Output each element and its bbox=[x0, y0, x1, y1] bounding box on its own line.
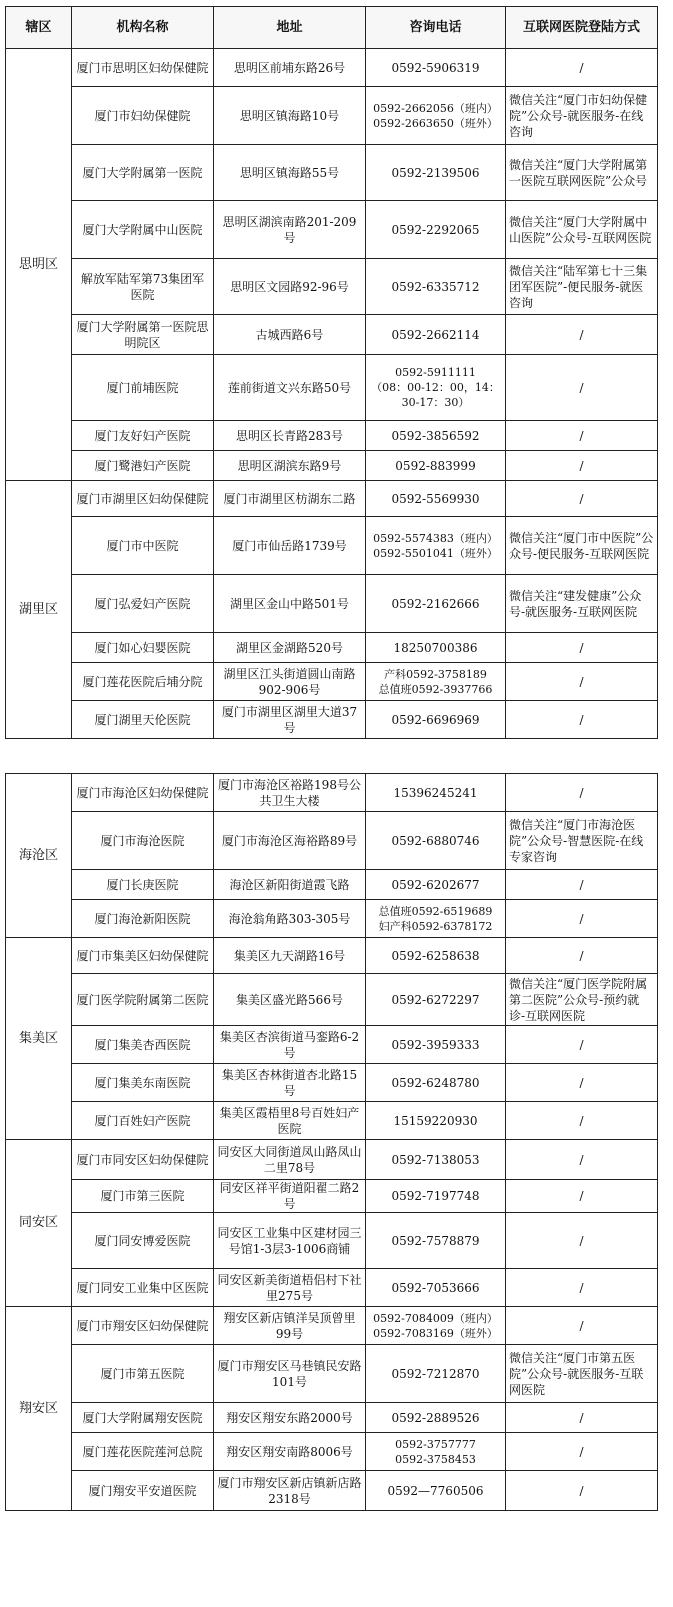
address-cell: 翔安区翔安东路2000号 bbox=[214, 1403, 366, 1433]
institution-name-cell: 厦门莲花医院莲河总院 bbox=[72, 1433, 214, 1471]
phone-cell: 18250700386 bbox=[366, 633, 506, 663]
address-cell: 古城西路6号 bbox=[214, 315, 366, 355]
address-cell: 湖里区江头街道圆山南路902-906号 bbox=[214, 663, 366, 701]
online-method-cell: / bbox=[506, 1180, 658, 1213]
online-method-cell: / bbox=[506, 1269, 658, 1307]
address-cell: 翔安区新店镇洋吴顶曾里99号 bbox=[214, 1307, 366, 1345]
table-row bbox=[6, 774, 658, 812]
district-cell: 翔安区 bbox=[6, 1307, 72, 1511]
table-row bbox=[6, 1213, 658, 1269]
institution-name-cell: 厦门湖里天伦医院 bbox=[72, 701, 214, 739]
institution-name-cell: 厦门友好妇产医院 bbox=[72, 421, 214, 451]
address-cell: 集美区霞梧里8号百姓妇产医院 bbox=[214, 1102, 366, 1140]
phone-cell: 0592-2162666 bbox=[366, 575, 506, 633]
table-row bbox=[6, 1433, 658, 1471]
table-row bbox=[6, 1140, 658, 1180]
district-cell: 集美区 bbox=[6, 938, 72, 1140]
institution-name-cell: 厦门市海沧医院 bbox=[72, 812, 214, 870]
phone-cell: 产科0592-3758189 总值班0592-3937766 bbox=[366, 663, 506, 701]
phone-cell: 0592-5906319 bbox=[366, 49, 506, 87]
online-method-cell: / bbox=[506, 938, 658, 974]
address-cell: 翔安区翔安南路8006号 bbox=[214, 1433, 366, 1471]
table-row bbox=[6, 575, 658, 633]
phone-cell: 0592-2889526 bbox=[366, 1403, 506, 1433]
address-cell: 思明区镇海路10号 bbox=[214, 87, 366, 145]
address-cell: 海沧区新阳街道霞飞路 bbox=[214, 870, 366, 900]
table-row bbox=[6, 315, 658, 355]
institution-name-cell: 厦门医学院附属第二医院 bbox=[72, 974, 214, 1026]
institution-name-cell: 厦门大学附属第一医院 bbox=[72, 145, 214, 201]
table-row bbox=[6, 900, 658, 938]
online-method-cell: 微信关注“厦门市第五医院”公众号-就医服务-互联网医院 bbox=[506, 1345, 658, 1403]
online-method-cell: / bbox=[506, 900, 658, 938]
phone-cell: 15396245241 bbox=[366, 774, 506, 812]
institution-name-cell: 厦门弘爱妇产医院 bbox=[72, 575, 214, 633]
online-method-cell: / bbox=[506, 451, 658, 481]
header-online-method: 互联网医院登陆方式 bbox=[506, 7, 658, 49]
table-row bbox=[6, 974, 658, 1026]
online-method-cell: / bbox=[506, 49, 658, 87]
online-method-cell: / bbox=[506, 1403, 658, 1433]
table-row bbox=[6, 145, 658, 201]
table-row bbox=[6, 633, 658, 663]
online-method-cell: / bbox=[506, 1140, 658, 1180]
address-cell: 思明区长青路283号 bbox=[214, 421, 366, 451]
phone-cell: 0592-3959333 bbox=[366, 1026, 506, 1064]
table-row bbox=[6, 938, 658, 974]
address-cell: 同安区工业集中区建材园三号馆1-3层3-1006商铺 bbox=[214, 1213, 366, 1269]
phone-cell: 0592-883999 bbox=[366, 451, 506, 481]
table-row bbox=[6, 451, 658, 481]
phone-cell: 0592-3856592 bbox=[366, 421, 506, 451]
table-row bbox=[6, 1269, 658, 1307]
table-row bbox=[6, 1471, 658, 1511]
online-method-cell: 微信关注“厦门大学附属第一医院互联网医院”公众号 bbox=[506, 145, 658, 201]
header-phone: 咨询电话 bbox=[366, 7, 506, 49]
address-cell: 同安区祥平街道阳翟二路2号 bbox=[214, 1180, 366, 1213]
hospital-table-part-2 bbox=[5, 773, 658, 1511]
header-name: 机构名称 bbox=[72, 7, 214, 49]
institution-name-cell: 厦门市集美区妇幼保健院 bbox=[72, 938, 214, 974]
phone-cell: 0592-6258638 bbox=[366, 938, 506, 974]
district-cell: 思明区 bbox=[6, 49, 72, 481]
address-cell: 集美区盛光路566号 bbox=[214, 974, 366, 1026]
address-cell: 厦门市海沧区海裕路89号 bbox=[214, 812, 366, 870]
online-method-cell: / bbox=[506, 701, 658, 739]
header-district: 辖区 bbox=[6, 7, 72, 49]
header-address: 地址 bbox=[214, 7, 366, 49]
phone-cell: 0592-2662114 bbox=[366, 315, 506, 355]
table-row bbox=[6, 1102, 658, 1140]
phone-cell: 0592-2292065 bbox=[366, 201, 506, 259]
address-cell: 思明区前埔东路26号 bbox=[214, 49, 366, 87]
phone-cell: 0592-2139506 bbox=[366, 145, 506, 201]
address-cell: 厦门市仙岳路1739号 bbox=[214, 517, 366, 575]
table-row bbox=[6, 259, 658, 315]
institution-name-cell: 厦门市中医院 bbox=[72, 517, 214, 575]
address-cell: 集美区九天湖路16号 bbox=[214, 938, 366, 974]
phone-cell: 15159220930 bbox=[366, 1102, 506, 1140]
address-cell: 厦门市翔安区马巷镇民安路101号 bbox=[214, 1345, 366, 1403]
online-method-cell: / bbox=[506, 1026, 658, 1064]
address-cell: 厦门市湖里区枋湖东二路 bbox=[214, 481, 366, 517]
phone-cell: 0592-5911111 （08：00-12：00，14：30-17：30） bbox=[366, 355, 506, 421]
district-cell: 湖里区 bbox=[6, 481, 72, 739]
phone-cell: 0592-5574383（班内） 0592-5501041（班外） bbox=[366, 517, 506, 575]
address-cell: 厦门市翔安区新店镇新店路2318号 bbox=[214, 1471, 366, 1511]
hospital-table-part-1 bbox=[5, 6, 658, 739]
phone-cell: 总值班0592-6519689 妇产科0592-6378172 bbox=[366, 900, 506, 938]
online-method-cell: / bbox=[506, 421, 658, 451]
address-cell: 莲前街道文兴东路50号 bbox=[214, 355, 366, 421]
phone-cell: 0592-7212870 bbox=[366, 1345, 506, 1403]
institution-name-cell: 厦门大学附属翔安医院 bbox=[72, 1403, 214, 1433]
institution-name-cell: 厦门市同安区妇幼保健院 bbox=[72, 1140, 214, 1180]
online-method-cell: 微信关注“厦门大学附属中山医院”公众号-互联网医院 bbox=[506, 201, 658, 259]
institution-name-cell: 厦门市翔安区妇幼保健院 bbox=[72, 1307, 214, 1345]
institution-name-cell: 厦门市第三医院 bbox=[72, 1180, 214, 1213]
table-row bbox=[6, 1026, 658, 1064]
table-row bbox=[6, 663, 658, 701]
institution-name-cell: 解放军陆军第73集团军医院 bbox=[72, 259, 214, 315]
address-cell: 思明区镇海路55号 bbox=[214, 145, 366, 201]
address-cell: 集美区杏滨街道马銮路6-2号 bbox=[214, 1026, 366, 1064]
institution-name-cell: 厦门长庚医院 bbox=[72, 870, 214, 900]
online-method-cell: / bbox=[506, 1102, 658, 1140]
online-method-cell: 微信关注“陆军第七十三集团军医院”-便民服务-就医咨询 bbox=[506, 259, 658, 315]
online-method-cell: / bbox=[506, 1433, 658, 1471]
address-cell: 同安区新美街道梧侣村下社里275号 bbox=[214, 1269, 366, 1307]
header-row bbox=[6, 7, 658, 49]
phone-cell: 0592-5569930 bbox=[366, 481, 506, 517]
institution-name-cell: 厦门集美杏西医院 bbox=[72, 1026, 214, 1064]
phone-cell: 0592-3757777 0592-3758453 bbox=[366, 1433, 506, 1471]
institution-name-cell: 厦门集美东南医院 bbox=[72, 1064, 214, 1102]
phone-cell: 0592-6202677 bbox=[366, 870, 506, 900]
online-method-cell: / bbox=[506, 633, 658, 663]
table-row bbox=[6, 201, 658, 259]
phone-cell: 0592-7197748 bbox=[366, 1180, 506, 1213]
table-row bbox=[6, 1307, 658, 1345]
table-row bbox=[6, 49, 658, 87]
online-method-cell: / bbox=[506, 870, 658, 900]
table-row bbox=[6, 421, 658, 451]
table-row bbox=[6, 1345, 658, 1403]
institution-name-cell: 厦门鹭港妇产医院 bbox=[72, 451, 214, 481]
address-cell: 湖里区金山中路501号 bbox=[214, 575, 366, 633]
online-method-cell: 微信关注“厦门市妇幼保健院”公众号-就医服务-在线咨询 bbox=[506, 87, 658, 145]
phone-cell: 0592-6272297 bbox=[366, 974, 506, 1026]
institution-name-cell: 厦门海沧新阳医院 bbox=[72, 900, 214, 938]
district-cell: 海沧区 bbox=[6, 774, 72, 938]
table-row bbox=[6, 701, 658, 739]
institution-name-cell: 厦门市思明区妇幼保健院 bbox=[72, 49, 214, 87]
table-row bbox=[6, 481, 658, 517]
phone-cell: 0592-7053666 bbox=[366, 1269, 506, 1307]
phone-cell: 0592-6880746 bbox=[366, 812, 506, 870]
phone-cell: 0592-7578879 bbox=[366, 1213, 506, 1269]
address-cell: 同安区大同街道凤山路凤山二里78号 bbox=[214, 1140, 366, 1180]
institution-name-cell: 厦门大学附属第一医院思明院区 bbox=[72, 315, 214, 355]
institution-name-cell: 厦门市妇幼保健院 bbox=[72, 87, 214, 145]
table-row bbox=[6, 517, 658, 575]
phone-cell: 0592-7138053 bbox=[366, 1140, 506, 1180]
online-method-cell: 微信关注“厦门市中医院”公众号-便民服务-互联网医院 bbox=[506, 517, 658, 575]
institution-name-cell: 厦门前埔医院 bbox=[72, 355, 214, 421]
institution-name-cell: 厦门市海沧区妇幼保健院 bbox=[72, 774, 214, 812]
address-cell: 湖里区金湖路520号 bbox=[214, 633, 366, 663]
online-method-cell: 微信关注“厦门医学院附属第二医院”公众号-预约就诊-互联网医院 bbox=[506, 974, 658, 1026]
online-method-cell: / bbox=[506, 1307, 658, 1345]
table-row bbox=[6, 355, 658, 421]
phone-cell: 0592-6248780 bbox=[366, 1064, 506, 1102]
phone-cell: 0592-2662056（班内） 0592-2663650（班外） bbox=[366, 87, 506, 145]
online-method-cell: / bbox=[506, 663, 658, 701]
institution-name-cell: 厦门市第五医院 bbox=[72, 1345, 214, 1403]
address-cell: 集美区杏林街道杏北路15号 bbox=[214, 1064, 366, 1102]
online-method-cell: 微信关注“建发健康”公众号-就医服务-互联网医院 bbox=[506, 575, 658, 633]
table-row bbox=[6, 812, 658, 870]
address-cell: 海沧翁角路303-305号 bbox=[214, 900, 366, 938]
table-row bbox=[6, 870, 658, 900]
institution-name-cell: 厦门莲花医院后埔分院 bbox=[72, 663, 214, 701]
phone-cell: 0592-6335712 bbox=[366, 259, 506, 315]
online-method-cell: / bbox=[506, 1471, 658, 1511]
online-method-cell: / bbox=[506, 355, 658, 421]
table-row bbox=[6, 1403, 658, 1433]
online-method-cell: / bbox=[506, 1213, 658, 1269]
institution-name-cell: 厦门百姓妇产医院 bbox=[72, 1102, 214, 1140]
phone-cell: 0592—7760506 bbox=[366, 1471, 506, 1511]
online-method-cell: / bbox=[506, 481, 658, 517]
online-method-cell: / bbox=[506, 315, 658, 355]
address-cell: 厦门市海沧区裕路198号公共卫生大楼 bbox=[214, 774, 366, 812]
institution-name-cell: 厦门如心妇婴医院 bbox=[72, 633, 214, 663]
address-cell: 思明区湖滨南路201-209号 bbox=[214, 201, 366, 259]
institution-name-cell: 厦门市湖里区妇幼保健院 bbox=[72, 481, 214, 517]
address-cell: 思明区文园路92-96号 bbox=[214, 259, 366, 315]
online-method-cell: 微信关注“厦门市海沧医院”公众号-智慧医院-在线专家咨询 bbox=[506, 812, 658, 870]
table-row bbox=[6, 87, 658, 145]
table-row bbox=[6, 1180, 658, 1213]
district-cell: 同安区 bbox=[6, 1140, 72, 1307]
online-method-cell: / bbox=[506, 774, 658, 812]
online-method-cell: / bbox=[506, 1064, 658, 1102]
table-row bbox=[6, 1064, 658, 1102]
phone-cell: 0592-6696969 bbox=[366, 701, 506, 739]
institution-name-cell: 厦门大学附属中山医院 bbox=[72, 201, 214, 259]
address-cell: 思明区湖滨东路9号 bbox=[214, 451, 366, 481]
institution-name-cell: 厦门同安博爱医院 bbox=[72, 1213, 214, 1269]
address-cell: 厦门市湖里区湖里大道37号 bbox=[214, 701, 366, 739]
institution-name-cell: 厦门同安工业集中区医院 bbox=[72, 1269, 214, 1307]
institution-name-cell: 厦门翔安平安道医院 bbox=[72, 1471, 214, 1511]
phone-cell: 0592-7084009（班内） 0592-7083169（班外） bbox=[366, 1307, 506, 1345]
